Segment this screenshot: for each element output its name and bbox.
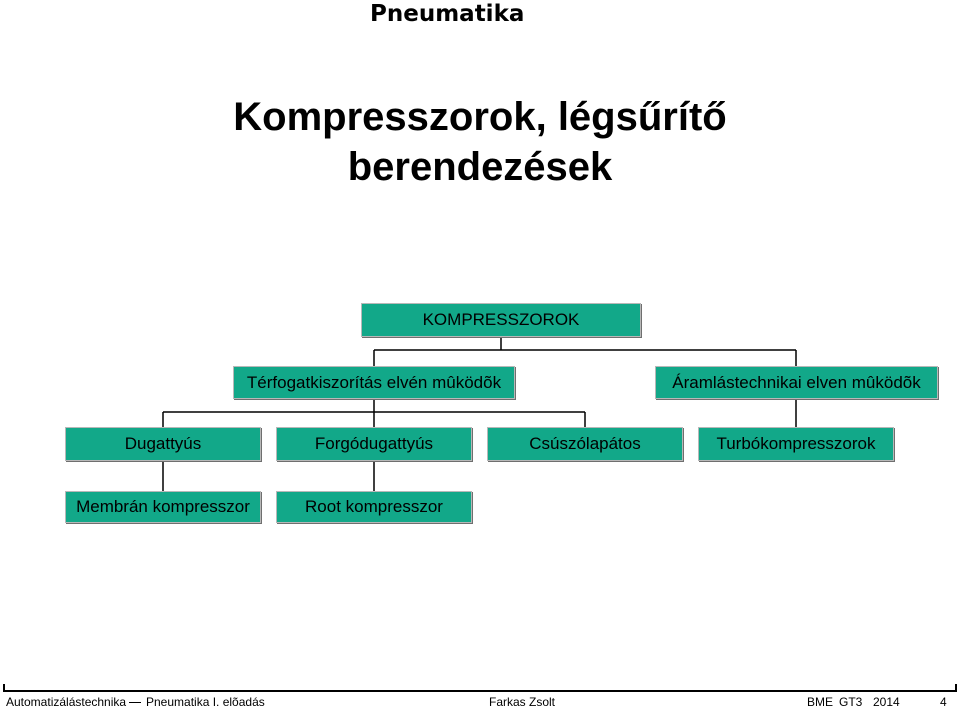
node-terfogatkiszoritas: Térfogatkiszorítás elvén mûködõk	[233, 366, 515, 399]
footer-author: Farkas Zsolt	[489, 695, 556, 709]
footer-page-number: 4	[940, 695, 947, 709]
footer-institution: BME	[807, 695, 834, 709]
node-aramlastechnikai: Áramlástechnikai elven mûködõk	[655, 366, 938, 399]
node-kompresszorok: KOMPRESSZOROK	[361, 303, 641, 337]
header-title: Pneumatika	[370, 1, 525, 27]
footer-dash	[129, 702, 141, 703]
footer-tick-right	[955, 684, 957, 692]
footer-tick-left	[3, 684, 5, 692]
node-membran-kompresszor: Membrán kompresszor	[65, 491, 261, 523]
footer-lecture: Pneumatika I. elõadás	[146, 695, 265, 709]
node-csuszolapatos: Csúszólapátos	[487, 427, 683, 461]
slide-title-line-2: berendezések	[347, 145, 613, 189]
footer-group: GT3	[839, 695, 863, 709]
slide-title-line-1: Kompresszorok, légsűrítő	[233, 95, 727, 139]
node-dugattyus: Dugattyús	[65, 427, 261, 461]
node-forgodugattyus: Forgódugattyús	[276, 427, 472, 461]
footer-divider	[3, 690, 957, 692]
node-turbokompresszorok: Turbókompresszorok	[698, 427, 894, 461]
footer-course: Automatizálástechnika	[6, 695, 127, 709]
node-root-kompresszor: Root kompresszor	[276, 491, 472, 523]
footer-year: 2014	[873, 695, 900, 709]
